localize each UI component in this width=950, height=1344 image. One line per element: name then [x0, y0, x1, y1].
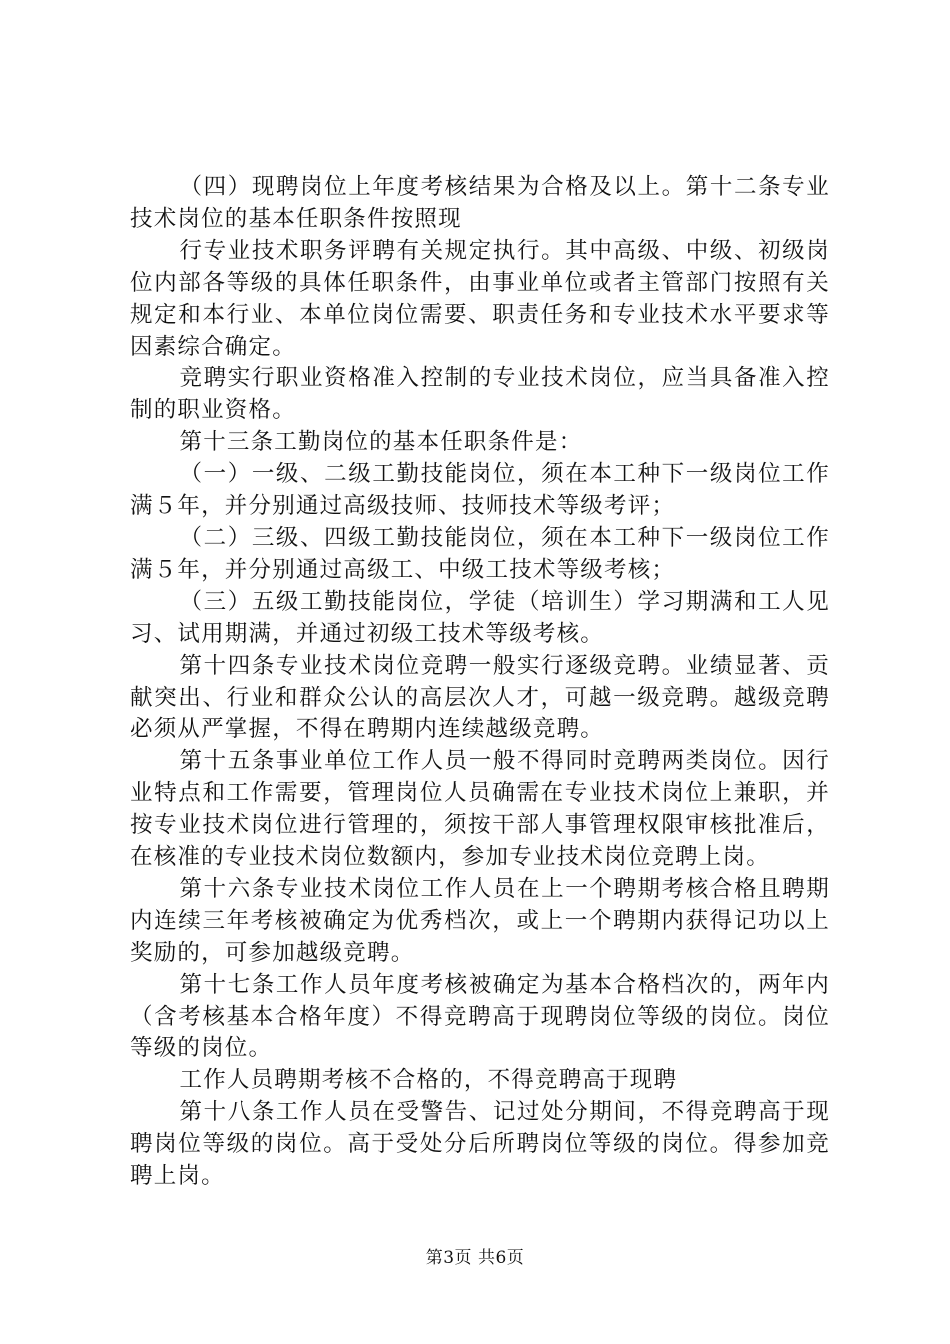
paragraph: 第十四条专业技术岗位竞聘一般实行逐级竞聘。业绩显著、贡献突出、行业和群众公认的高层次人才，可越一级竞聘。越级竞聘必须从严掌握，不得在聘期内连续越级竞聘。 [130, 652, 830, 743]
paragraph: 工作人员聘期考核不合格的，不得竞聘高于现聘 [179, 1067, 678, 1094]
paragraph: 第十五条事业单位工作人员一般不得同时竞聘两类岗位。因行业特点和工作需要，管理岗位人员确需在专业技术岗位上兼职，并按专业技术岗位进行管理的，须按干部人事管理权限审核批准后，在核准的专业技术岗位数额内，参加专业技术岗位竞聘上岗。 [130, 748, 830, 871]
paragraph: （四）现聘岗位上年度考核结果为合格及以上。第十二条专业技术岗位的基本任职条件按照现 [130, 174, 830, 232]
document-body [130, 172, 830, 1193]
paragraph: 第十七条工作人员年度考核被确定为基本合格档次的，两年内（含考核基本合格年度）不得竞聘高于现聘岗位等级的岗位。岗位等级的岗位。 [130, 971, 830, 1062]
paragraph: 行专业技术职务评聘有关规定执行。其中高级、中级、初级岗位内部各等级的具体任职条件，由事业单位或者主管部门按照有关规定和本行业、本单位岗位需要、职责任务和专业技术水平要求等因素综合确定。 [130, 237, 830, 360]
page-number-footer: 第3页 共6页 [425, 1248, 525, 1268]
paragraph: 竞聘实行职业资格准入控制的专业技术岗位，应当具备准入控制的职业资格。 [130, 365, 830, 424]
paragraph: 第十八条工作人员在受警告、记过处分期间，不得竞聘高于现聘岗位等级的岗位。高于受处分后所聘岗位等级的岗位。得参加竞聘上岗。 [130, 1099, 830, 1190]
paragraph: 第十六条专业技术岗位工作人员在上一个聘期考核合格且聘期内连续三年考核被确定为优秀档次，或上一个聘期内获得记功以上奖励的，可参加越级竞聘。 [130, 875, 830, 966]
paragraph: （二）三级、四级工勤技能岗位，须在本工种下一级岗位工作满５年，并分别通过高级工、中级工技术等级考核； [130, 524, 830, 583]
paragraph: （三）五级工勤技能岗位，学徒（培训生）学习期满和工人见习、试用期满，并通过初级工技术等级考核。 [130, 588, 830, 647]
paragraph: 第十三条工勤岗位的基本任职条件是： [179, 429, 583, 456]
paragraph: （一）一级、二级工勤技能岗位，须在本工种下一级岗位工作满５年，并分别通过高级技师、技师技术等级考评； [130, 461, 830, 520]
